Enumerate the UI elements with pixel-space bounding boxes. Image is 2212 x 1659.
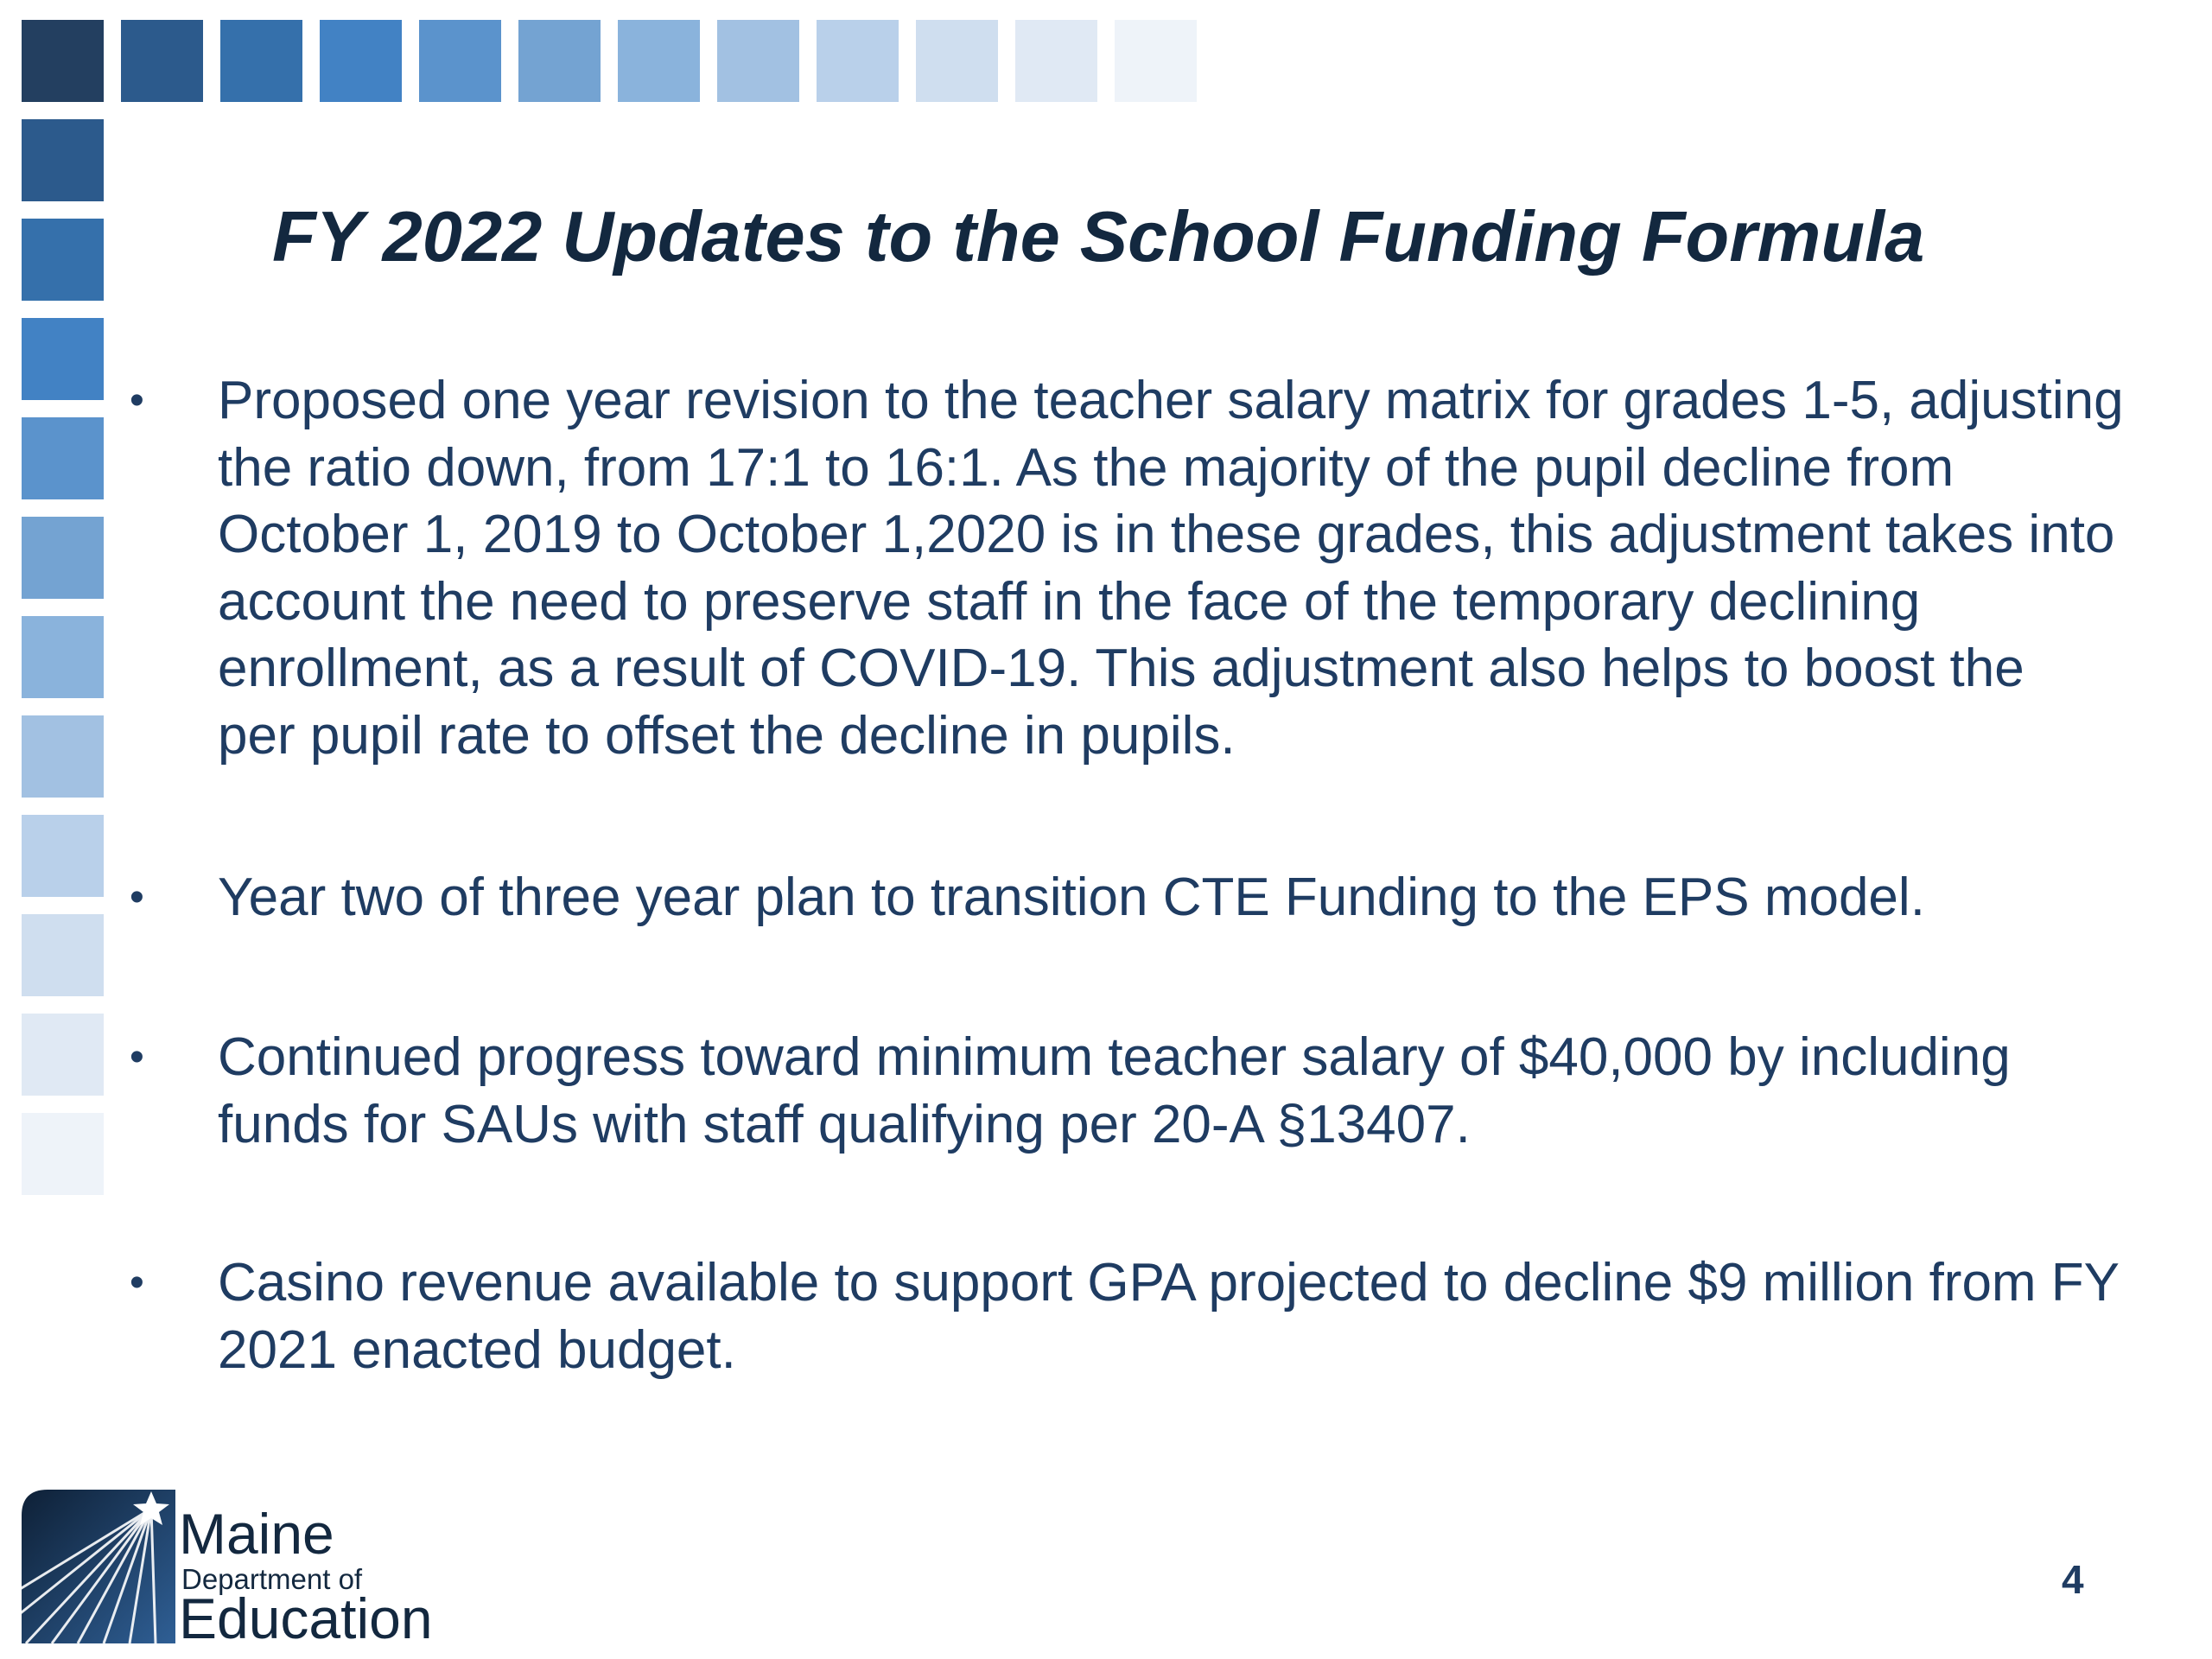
star-rays-logo-icon <box>22 1490 175 1643</box>
maine-doe-logo <box>22 1483 471 1650</box>
bullet-marker: • <box>130 874 144 920</box>
slide-title: FY 2022 Updates to the School Funding Formula <box>272 196 1925 276</box>
logo-text-department: Department of <box>181 1563 363 1595</box>
logo-text-maine: Maine <box>179 1502 334 1566</box>
bullet-text: Casino revenue available to support GPA projected to decline $9 million from FY 2021 enacted budget. <box>218 1253 2120 1380</box>
bullet-text: Proposed one year revision to the teacher salary matrix for grades 1-5, adjusting the ratio down, from 17:1 to 16:1. As the majority of the pupil decline from October 1, 2019 to October 1,2020 is in these grades, this adjustment takes into account the need to preserve staff in the face of the temporary declining enrollment, as a result of COVID-19. This adjustment also helps to boost the per pupil rate to offset the decline in pupils. <box>218 371 2124 766</box>
bullet-marker: • <box>130 378 144 423</box>
page-number: 4 <box>2062 1557 2084 1602</box>
logo-text-education: Education <box>179 1586 433 1650</box>
bullet-text: Continued progress toward minimum teacher salary of $40,000 by including funds for SAUs with staff qualifying per 20-A §13407. <box>218 1027 2011 1154</box>
bullet-marker: • <box>130 1034 144 1080</box>
bullet-marker: • <box>130 1260 144 1306</box>
bullet-text: Year two of three year plan to transition CTE Funding to the EPS model. <box>218 868 1925 927</box>
